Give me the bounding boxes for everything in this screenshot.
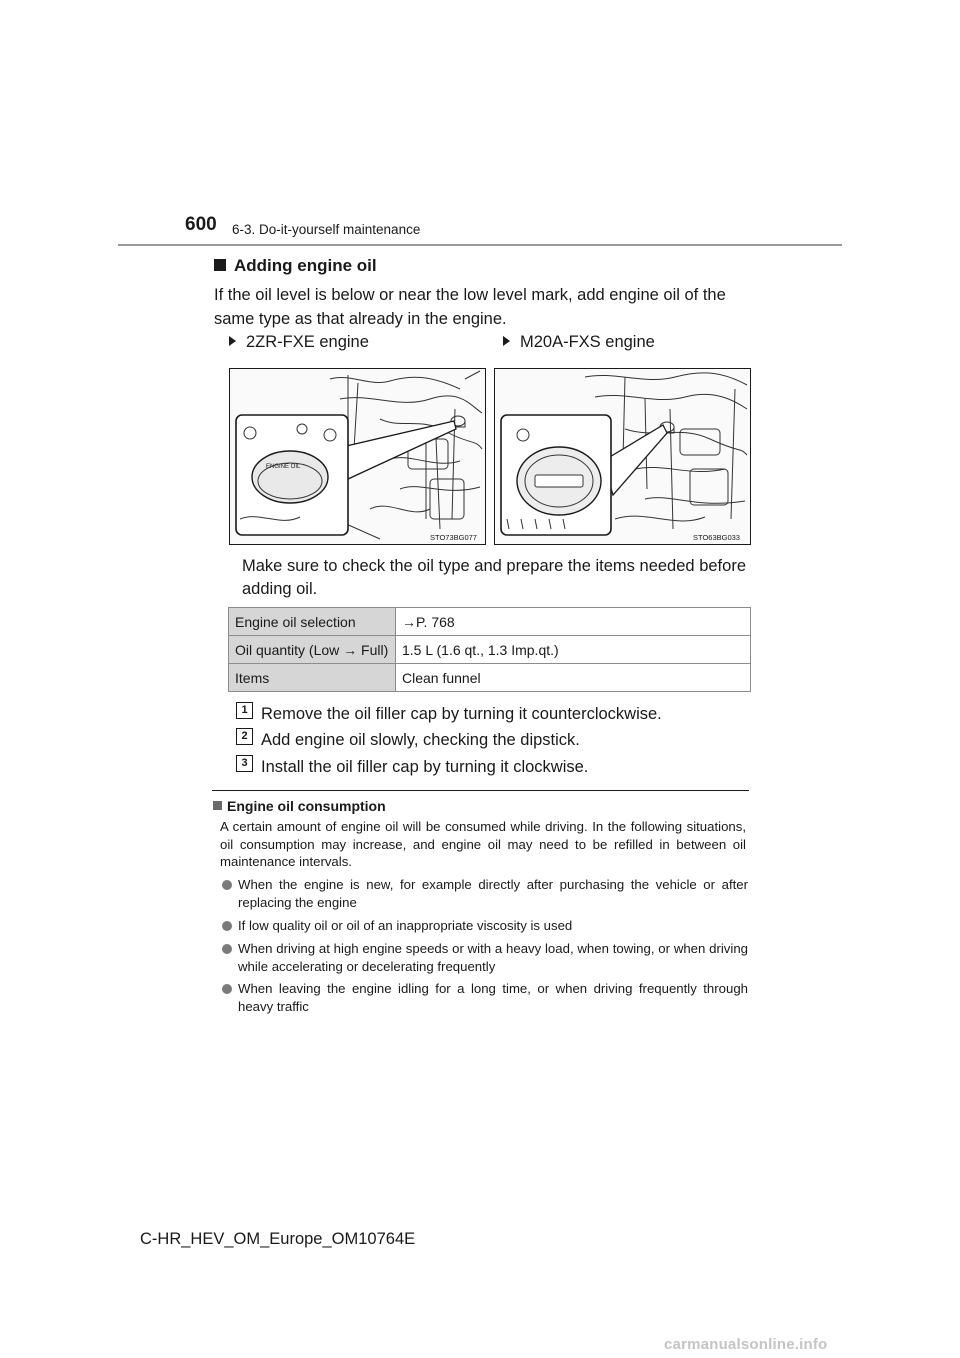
- table-value: Clean funnel: [396, 664, 751, 692]
- table-key: Oil quantity (Low → Full): [229, 636, 396, 664]
- consumption-paragraph: A certain amount of engine oil will be consumed while driving. In the following situations, oil consumption may increase, and engine oil may need to be refilled in between oil maintenance intervals.: [220, 819, 746, 869]
- step-1: [236, 702, 662, 724]
- list-item-text: If low quality oil or oil of an inappropriate viscosity is used: [238, 918, 573, 933]
- variant-label-m20a: [503, 333, 655, 352]
- triangle-bullet-icon: [229, 336, 236, 346]
- engine-bay-illustration: [230, 369, 485, 544]
- list-item-text: When leaving the engine idling for a long time, or when driving frequently through heavy traffic: [238, 981, 748, 1014]
- header-rule: [118, 244, 842, 246]
- step-2: [236, 728, 580, 750]
- table-key: Items: [229, 664, 396, 692]
- table-key: Engine oil selection: [229, 608, 396, 636]
- page-number: 600: [185, 214, 217, 235]
- triangle-bullet-icon: [503, 336, 510, 346]
- table-value-link[interactable]: →P. 768: [396, 608, 751, 636]
- list-item-text: When the engine is new, for example directly after purchasing the vehicle or after replacing the engine: [238, 877, 748, 910]
- intro-paragraph: If the oil level is below or near the low level mark, add engine oil of the same type as that already in the engine.: [214, 286, 726, 328]
- square-bullet-icon: [213, 801, 222, 810]
- variant-label-text: 2ZR-FXE engine: [246, 333, 369, 351]
- step-number-box: 2: [236, 728, 253, 745]
- circle-bullet-icon: [222, 944, 232, 954]
- engine-bay-illustration: [495, 369, 750, 544]
- heading-text: Engine oil consumption: [227, 798, 386, 814]
- table-row: [229, 608, 751, 636]
- square-bullet-icon: [214, 259, 226, 271]
- step-number-box: 1: [236, 702, 253, 719]
- footer-doc-id: C-HR_HEV_OM_Europe_OM10764E: [140, 1230, 416, 1248]
- cap-engine-oil-text: ENGINE OIL: [266, 464, 301, 470]
- list-item: [222, 940, 748, 975]
- figure-code-m20a: STO63BG033: [693, 533, 740, 542]
- table-row: [229, 664, 751, 692]
- step-3: [236, 755, 588, 777]
- oil-spec-table: [228, 607, 751, 692]
- step-text: Add engine oil slowly, checking the dipstick.: [261, 731, 580, 749]
- list-item-text: When driving at high engine speeds or with a heavy load, when towing, or when driving while accelerating or decelerating frequently: [238, 941, 748, 974]
- heading-adding-engine-oil: [214, 256, 377, 276]
- circle-bullet-icon: [222, 921, 232, 931]
- figure-code-2zr: STO73BG077: [430, 533, 477, 542]
- list-item: [222, 980, 748, 1015]
- list-item: [222, 876, 748, 911]
- figure-m20a-engine-bay: [494, 368, 751, 545]
- list-item: [222, 917, 748, 935]
- heading-engine-oil-consumption: [213, 798, 386, 814]
- check-oil-note: Make sure to check the oil type and prepare the items needed before adding oil.: [242, 557, 746, 598]
- step-number-box: 3: [236, 755, 253, 772]
- table-row: [229, 636, 751, 664]
- section-title: 6-3. Do-it-yourself maintenance: [232, 222, 421, 237]
- table-value: 1.5 L (1.6 qt., 1.3 Imp.qt.): [396, 636, 751, 664]
- heading-text: Adding engine oil: [234, 256, 377, 275]
- step-text: Install the oil filler cap by turning it clockwise.: [261, 758, 589, 776]
- section-rule: [212, 790, 749, 791]
- circle-bullet-icon: [222, 880, 232, 890]
- variant-label-text: M20A-FXS engine: [520, 333, 655, 351]
- variant-label-2zr: [229, 333, 369, 352]
- circle-bullet-icon: [222, 984, 232, 994]
- watermark-link[interactable]: carmanualsonline.info: [664, 1336, 828, 1353]
- figure-2zr-engine-bay: [229, 368, 486, 545]
- step-text: Remove the oil filler cap by turning it counterclockwise.: [261, 705, 662, 723]
